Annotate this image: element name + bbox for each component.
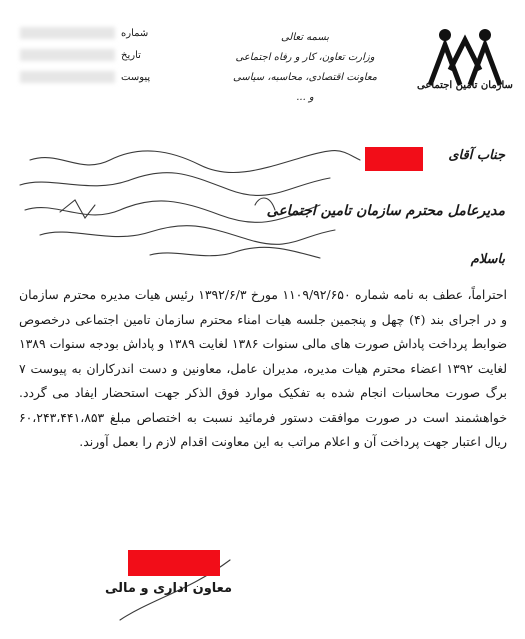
recipient-title: مدیرعامل محترم سازمان تامین اجتماعی [266,203,505,219]
meta-attachment-label: پیوست [121,71,151,83]
meta-number-label: شماره [121,27,149,39]
blurred-value [20,27,115,39]
letter-body: احتراماً، عطف به نامه شماره ۱۱۰۹/۹۲/۶۵۰ مورخ ۱۳۹۲/۶/۳ رئیس هیات مدیره محترم سازمان و در اجرای بند (۴) چهل و پنجمین جلسه هیات امناء محترم سازمان تامین اجتماعی درخصوص ضوابط پرداخت پاداش صورت های مالی سنوات ۱۳۸۶ لغایت ۱۳۸۹ و پاداش بودجه سنوات ۱۳۸۹ لغایت ۱۳۹۲ اعضاء محترم هیات مدیره، مدیران عامل، معاونین و دست اندرکاران به پیوست ۷ برگ صورت محاسبات انجام شده به تفکیک موارد فوق الذکر جهت استحضار ایفاد می گردد. خواهشمند است در صورت موافقت دستور فرمائید نسبت به اختصاص مبلغ ۶۰،۲۴۳،۴۴۱،۸۵۳ ریال اعتبار جهت پرداخت آن و اعلام مراتب به این معاونت اقدام لازم را بعمل آورند. [19,287,507,449]
ministry-line: معاونت اقتصادی، محاسبه، سیاسی و ... [233,72,377,103]
signer-title: معاون اداری و مالی [105,581,233,596]
redaction-box [128,550,220,576]
logo-caption: سازمان تامین اجتماعی [417,80,513,91]
blurred-value [20,49,115,61]
ministry-header [230,28,380,108]
ministry-line: بسمه تعالی [280,32,330,43]
ministry-line: وزارت تعاون، کار و رفاه اجتماعی [235,52,375,63]
meta-date-row [20,44,170,66]
redaction-box [365,147,423,171]
meta-attachment-row [20,66,170,88]
salutation: جناب آقای [448,148,505,163]
greeting: باسلام [470,252,505,267]
organization-logo [420,10,510,110]
meta-date-label: تاریخ [121,49,141,61]
meta-number-row [20,22,170,44]
letter-meta [20,22,170,88]
blurred-value [20,71,115,83]
